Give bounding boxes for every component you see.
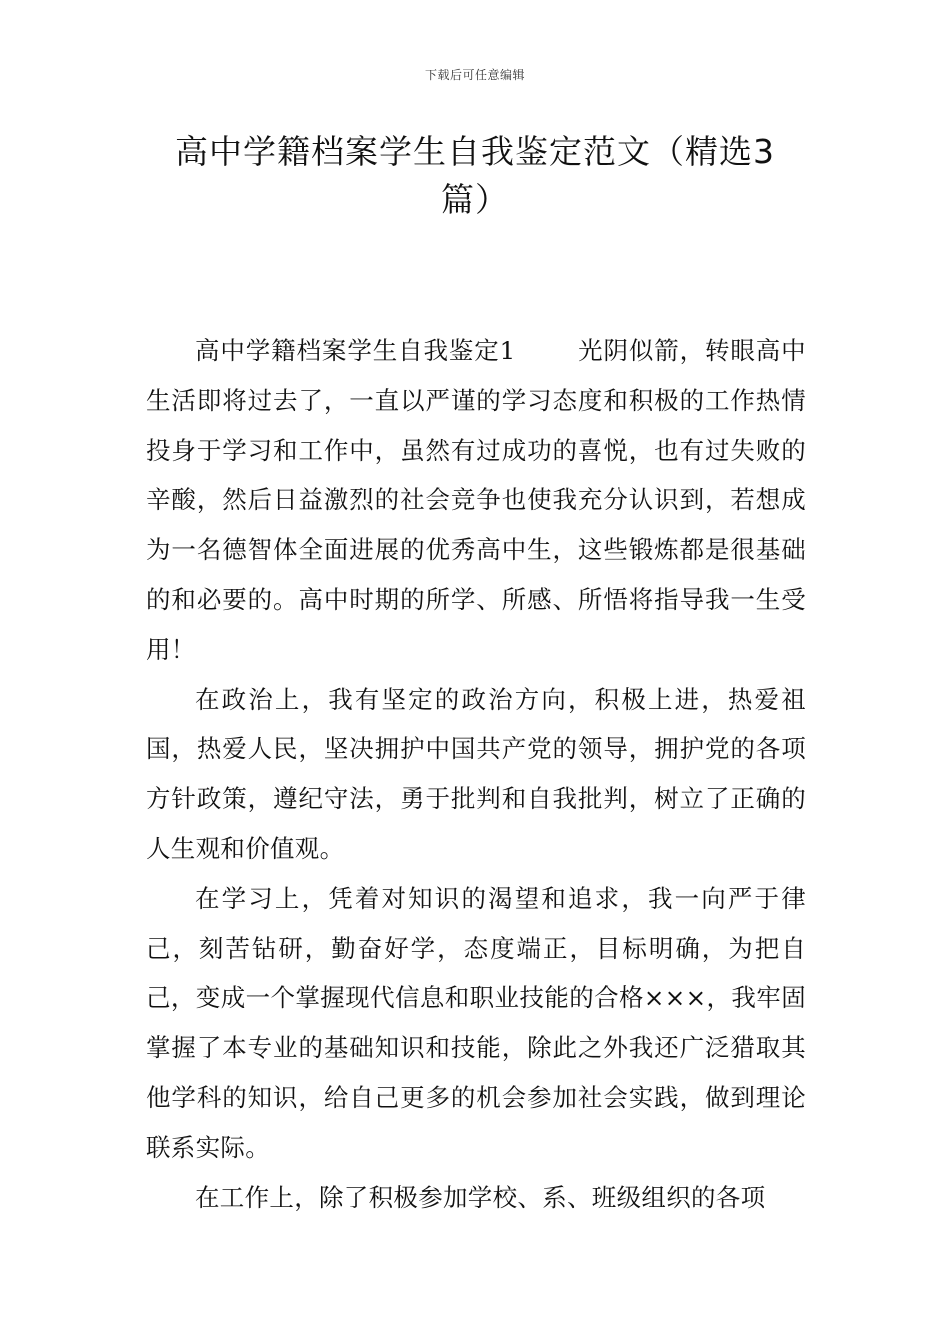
document-title: 高中学籍档案学生自我鉴定范文（精选3篇） bbox=[175, 132, 775, 219]
header-note: 下载后可任意编辑 bbox=[424, 68, 525, 82]
section-heading: 高中学籍档案学生自我鉴定1 bbox=[195, 336, 516, 365]
paragraph-4: 在工作上，除了积极参加学校、系、班级组织的各项 bbox=[195, 1182, 766, 1212]
paragraph-2: 在政治上，我有坚定的政治方向，积极上进，热爱祖国，热爱人民，坚决拥护中国共产党的领导，拥护党的各项方针政策，遵纪守法，勇于批判和自我批判，树立了正确的人生观和价值观。 bbox=[146, 684, 806, 863]
paragraph-text: 光阴似箭，转眼高中生活即将过去了，一直以严谨的学习态度和积极的工作热情投身于学习和工作中，虽然有过成功的喜悦，也有过失败的辛酸，然后日益激烈的社会竞争也使我充分认识到，若想成为一名德智体全面进展的优秀高中生，这些锻炼都是很基础的和必要的。高中时期的所学、所感、所悟将指导我一生受用！ bbox=[146, 336, 806, 664]
paragraph-1 bbox=[146, 326, 806, 675]
document-body bbox=[146, 326, 806, 1222]
paragraph-3: 在学习上，凭着对知识的渴望和追求，我一向严于律己，刻苦钻研，勤奋好学，态度端正，目标明确，为把自己，变成一个掌握现代信息和职业技能的合格×××，我牢固掌握了本专业的基础知识和技能，除此之外我还广泛猎取其他学科的知识，给自己更多的机会参加社会实践，做到理论联系实际。 bbox=[146, 883, 806, 1162]
